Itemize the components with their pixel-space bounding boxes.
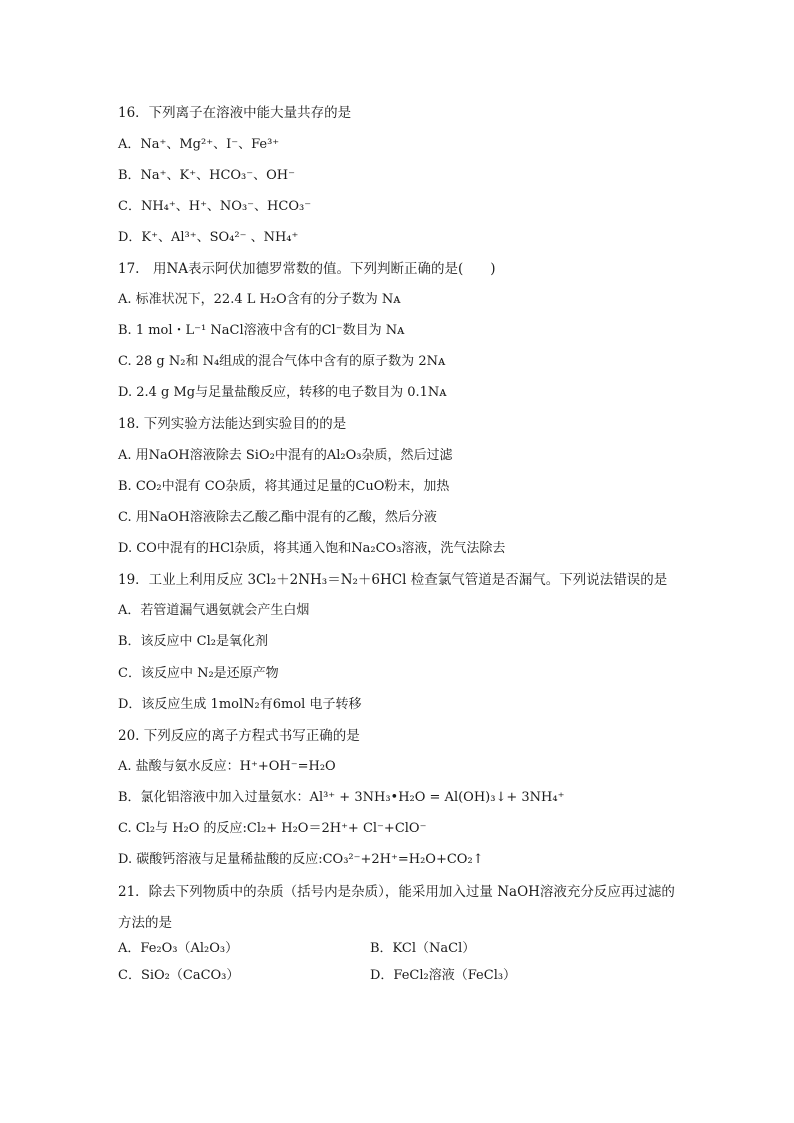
question-17-option-d: D. 2.4 g Mg与足量盐酸反应，转移的电子数目为 0.1Nᴀ: [118, 385, 447, 400]
question-21-option-a: A．Fe₂O₃（Al₂O₃）: [118, 941, 239, 956]
question-17-option-c: C. 28 g N₂和 N₄组成的混合气体中含有的原子数为 2Nᴀ: [118, 354, 446, 369]
question-19-option-c: C．该反应中 N₂是还原产物: [118, 666, 279, 681]
question-20-option-d: D. 碳酸钙溶液与足量稀盐酸的反应:CO₃²⁻+2H⁺=H₂O+CO₂↑: [118, 852, 484, 867]
question-18-option-a: A. 用NaOH溶液除去 SiO₂中混有的Al₂O₃杂质，然后过滤: [118, 448, 453, 463]
question-16-option-d: D．K⁺、Al³⁺、SO₄²⁻ 、NH₄⁺: [118, 230, 299, 245]
question-21-stem-line1: 21．除去下列物质中的杂质（括号内是杂质），能采用加入过量 NaOH溶液充分反应再过滤的: [118, 884, 675, 900]
question-19-option-a: A．若管道漏气遇氨就会产生白烟: [118, 603, 310, 618]
question-16-option-c: C．NH₄⁺、H⁺、NO₃⁻、HCO₃⁻: [118, 199, 312, 214]
question-18-option-b: B. CO₂中混有 CO杂质，将其通过足量的CuO粉末，加热: [118, 479, 450, 494]
question-16-stem: 16．下列离子在溶液中能大量共存的是: [118, 105, 352, 121]
question-21-stem-line2: 方法的是: [118, 915, 172, 931]
question-20-option-a: A. 盐酸与氨水反应：H⁺+OH⁻=H₂O: [118, 759, 336, 774]
question-18-stem: 18. 下列实验方法能达到实验目的的是: [118, 416, 347, 432]
question-20-option-b: B．氯化铝溶液中加入过量氨水：Al³⁺ + 3NH₃•H₂O = Al(OH)₃↓+ 3NH₄⁺: [118, 790, 565, 805]
question-21-option-d: D．FeCl₂溶液（FeCl₃）: [370, 968, 517, 983]
question-17-option-a: A. 标准状况下，22.4 L H₂O含有的分子数为 Nᴀ: [118, 292, 401, 307]
question-18-option-d: D. CO中混有的HCl杂质，将其通入饱和Na₂CO₃溶液，洗气法除去: [118, 541, 506, 556]
question-17-option-b: B. 1 mol・L⁻¹ NaCl溶液中含有的Cl⁻数目为 Nᴀ: [118, 323, 405, 338]
question-16-option-b: B．Na⁺、K⁺、HCO₃⁻、OH⁻: [118, 168, 295, 183]
question-20-stem: 20. 下列反应的离子方程式书写正确的是: [118, 728, 360, 744]
question-19-option-d: D．该反应生成 1molN₂有6mol 电子转移: [118, 697, 362, 712]
question-20-option-c: C. Cl₂与 H₂O 的反应:Cl₂+ H₂O＝2H⁺+ Cl⁻+ClO⁻: [118, 821, 427, 836]
question-16-option-a: A．Na⁺、Mg²⁺、I⁻、Fe³⁺: [118, 137, 280, 152]
question-21-option-b: B．KCl（NaCl）: [370, 941, 476, 956]
question-17-stem: 17. 用NA表示阿伏加德罗常数的值。下列判断正确的是( ): [118, 261, 496, 277]
question-19-stem: 19．工业上利用反应 3Cl₂＋2NH₃＝N₂＋6HCl 检查氯气管道是否漏气。下列说法错误的是: [118, 572, 668, 588]
question-18-option-c: C. 用NaOH溶液除去乙酸乙酯中混有的乙酸，然后分液: [118, 510, 437, 525]
question-19-option-b: B．该反应中 Cl₂是氧化剂: [118, 634, 269, 649]
question-21-option-c: C．SiO₂（CaCO₃）: [118, 968, 240, 983]
